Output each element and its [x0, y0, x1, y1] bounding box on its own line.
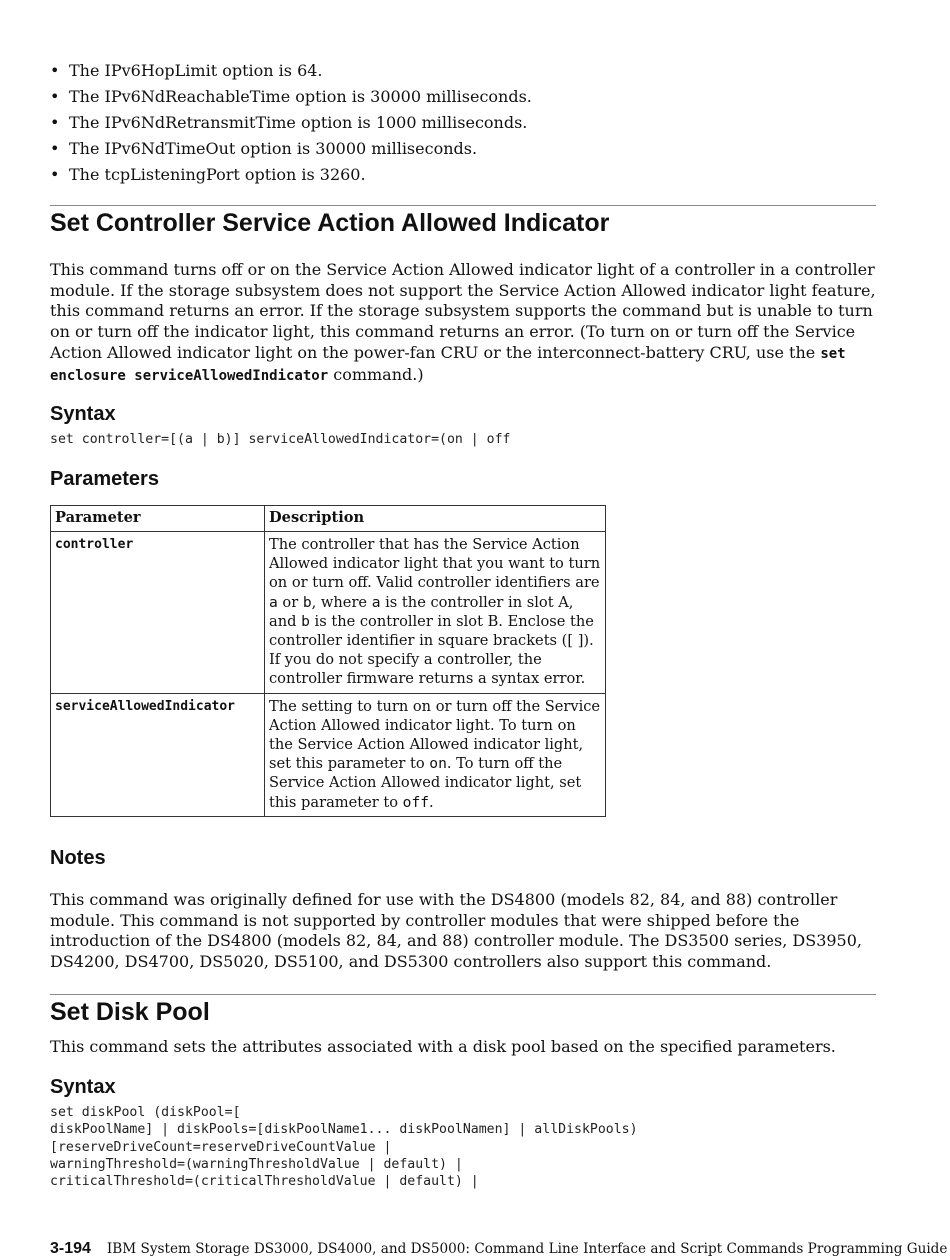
table-row	[51, 532, 606, 694]
section-intro: This command sets the attributes associated with a disk pool based on the specified parameters.	[50, 1037, 836, 1056]
bullet-icon: •	[50, 87, 60, 106]
parameter-description: The controller that has the Service Action Allowed indicator light that you want to turn on or turn off. Valid controller identifiers are a or b, where a is the controller in slot A, and b is the controller in slot B. Enclose the controller identifier in square brackets ([ ]). If you do not specify a controller, the controller firmware returns a syntax error.	[265, 532, 606, 694]
parameter-name: controller	[51, 532, 265, 694]
page-footer	[50, 1238, 947, 1258]
list-item: • The IPv6NdTimeOut option is 30000 milliseconds.	[50, 136, 532, 162]
code-line: [reserveDriveCount=reserveDriveCountValue |	[50, 1139, 392, 1155]
code-line: criticalThreshold=(criticalThresholdValue | default) |	[50, 1174, 479, 1190]
syntax-code: set controller=[(a | b)] serviceAllowedIndicator=(on | off	[50, 432, 511, 447]
table-header-row	[51, 506, 606, 532]
list-item: • The IPv6NdReachableTime option is 30000 milliseconds.	[50, 84, 532, 110]
section-title-set-disk-pool: Set Disk Pool	[50, 998, 210, 1026]
bullet-icon: •	[50, 113, 60, 132]
section-divider	[50, 994, 876, 995]
bullet-icon: •	[50, 139, 60, 158]
code-line: warningThreshold=(warningThresholdValue | default) |	[50, 1156, 463, 1172]
code-line: diskPoolName] | diskPools=[diskPoolName1... diskPoolNamen] | allDiskPools)	[50, 1122, 638, 1138]
parameters-heading: Parameters	[50, 468, 159, 490]
notes-heading: Notes	[50, 847, 106, 869]
syntax-heading: Syntax	[50, 403, 116, 425]
list-item: • The tcpListeningPort option is 3260.	[50, 162, 532, 188]
code-line: set diskPool (diskPool=[	[50, 1105, 241, 1120]
column-header-parameter: Parameter	[51, 506, 265, 532]
list-item: • The IPv6HopLimit option is 64.	[50, 58, 532, 84]
section-divider	[50, 205, 876, 206]
bullet-icon: •	[50, 165, 60, 184]
syntax-code-block	[50, 1104, 638, 1190]
command-reference: set enclosure serviceAllowedIndicator	[50, 345, 846, 384]
defaults-bullet-list	[50, 58, 532, 188]
footer-title: IBM System Storage DS3000, DS4000, and DS5000: Command Line Interface and Script Commands Programming Guide	[106, 1241, 948, 1257]
section-title-service-action-indicator: Set Controller Service Action Allowed Indicator	[50, 209, 610, 237]
column-header-description: Description	[265, 506, 606, 532]
notes-text: This command was originally defined for use with the DS4800 (models 82, 84, and 88) controller module. This command is not supported by controller modules that were shipped before the introduction of the DS4800 (models 82, 84, and 88) controller module. The DS3500 series, DS3950, DS4200, DS4700, DS5020, DS5100, and DS5300 controllers also support this command.	[50, 890, 862, 972]
table-row	[51, 693, 606, 816]
page-number: 3-194	[50, 1240, 91, 1257]
parameter-name: serviceAllowedIndicator	[51, 693, 265, 816]
parameters-table	[50, 505, 606, 817]
list-item: • The IPv6NdRetransmitTime option is 1000 milliseconds.	[50, 110, 532, 136]
bullet-icon: •	[50, 61, 60, 80]
section-intro: This command turns off or on the Service Action Allowed indicator light of a controller in a controller module. If the storage subsystem does not support the Service Action Allowed indicator light feature, this command returns an error. If the storage subsystem supports the command but is unable to turn on or turn off the indicator light, this command returns an error. (To turn on or turn off the Service Action Allowed indicator light on the power-fan CRU or the interconnect-battery CRU, use the set enclosure serviceAllowedIndicator command.)	[50, 260, 876, 384]
parameter-description: The setting to turn on or turn off the Service Action Allowed indicator light. To turn on the Service Action Allowed indicator light, set this parameter to on. To turn off the Service Action Allowed indicator light, set this parameter to off.	[265, 693, 606, 816]
syntax-heading: Syntax	[50, 1076, 116, 1098]
